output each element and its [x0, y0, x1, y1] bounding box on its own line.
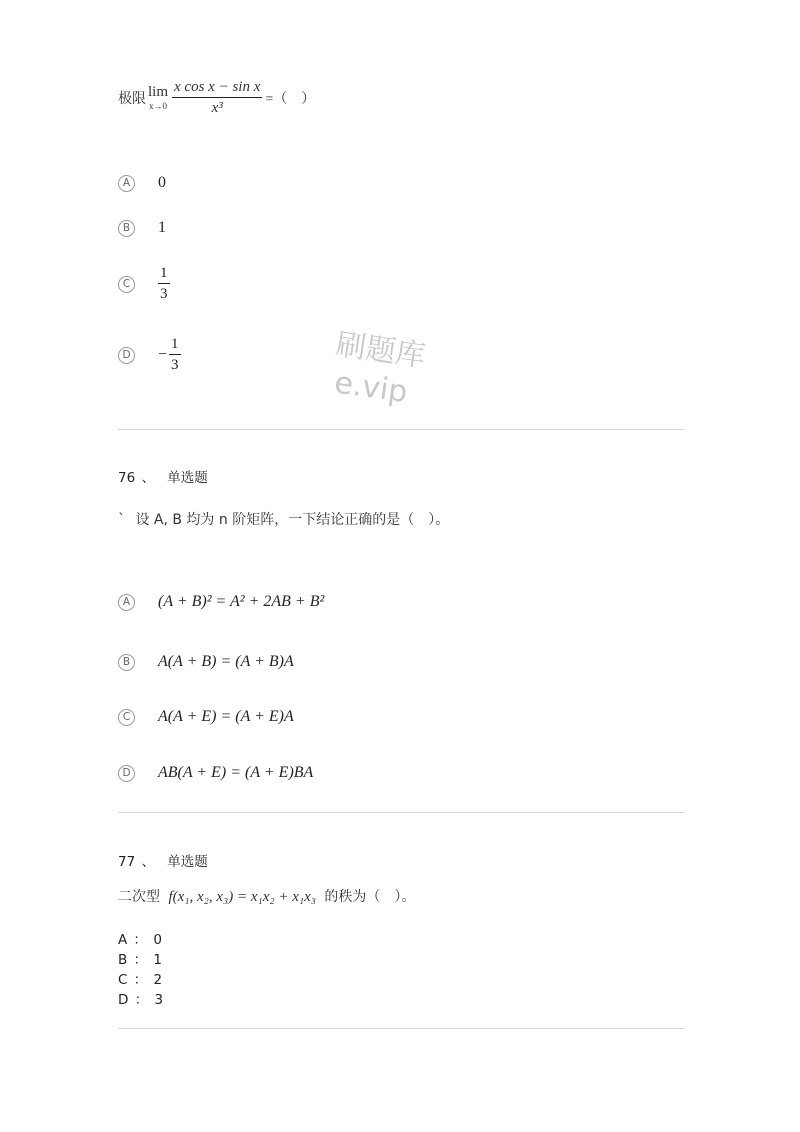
q76-stem-mark: ` — [118, 512, 125, 528]
q77-formula: f(x₁, x₂, x₃) = x₁x₂ + x₁x₃ — [168, 889, 316, 905]
divider — [118, 429, 685, 430]
watermark-line2: e.vip — [332, 364, 410, 410]
option-d-sign: − — [158, 346, 168, 363]
option-sep: ： — [133, 972, 148, 988]
q76-separator: 、 — [141, 470, 155, 486]
q76-option-a[interactable] — [118, 587, 324, 617]
q75-option-c[interactable] — [118, 266, 170, 302]
q75-option-a[interactable] — [118, 168, 166, 198]
option-value: 2 — [153, 972, 163, 988]
q76-type: 单选题 — [167, 470, 208, 486]
option-b-value: 1 — [158, 219, 166, 236]
watermark — [328, 326, 428, 413]
option-key: C — [118, 972, 128, 988]
option-b-radio[interactable]: B — [118, 654, 135, 671]
q75-fraction — [172, 80, 262, 116]
watermark-line1: 刷题库 — [333, 327, 428, 375]
q75-option-b[interactable] — [118, 213, 166, 243]
q77-type: 单选题 — [167, 854, 208, 870]
q75-lim — [148, 85, 168, 111]
q75-option-d[interactable] — [118, 337, 181, 373]
option-c-den: 3 — [160, 286, 168, 302]
option-sep: ： — [133, 952, 148, 968]
option-d-value — [158, 337, 181, 373]
q77-options — [118, 930, 163, 1010]
q75-lim-label: lim — [148, 84, 169, 100]
option-sep: ： — [133, 932, 148, 948]
option-key: A — [118, 932, 128, 948]
option-key: B — [118, 952, 128, 968]
divider — [118, 1028, 685, 1029]
q75-stem-suffix: =（ ） — [265, 92, 316, 107]
q76-title — [118, 466, 208, 486]
q77-option-c[interactable] — [118, 970, 163, 990]
option-value: 0 — [153, 932, 162, 948]
option-a-radio[interactable]: A — [118, 594, 135, 611]
option-c-radio[interactable]: C — [118, 276, 135, 293]
q76-option-c[interactable] — [118, 702, 294, 732]
option-a-value: 0 — [158, 174, 166, 191]
q77-option-d[interactable] — [118, 990, 163, 1010]
option-d-value: AB(A + E) = (A + E)BA — [158, 764, 314, 781]
q76-option-d[interactable] — [118, 758, 313, 788]
q77-stem-suffix: 的秩为（ ）。 — [324, 889, 416, 905]
q77-number: 77 — [118, 854, 136, 870]
q77-stem-prefix: 二次型 — [118, 889, 160, 905]
q75-stem — [118, 80, 315, 116]
option-b-radio[interactable]: B — [118, 220, 135, 237]
option-c-value — [158, 266, 170, 302]
option-d-num: 1 — [171, 336, 179, 352]
q77-separator: 、 — [141, 854, 155, 870]
option-c-num: 1 — [160, 265, 168, 281]
q75-numerator: x cos x − sin x — [174, 79, 261, 95]
q77-title — [118, 850, 208, 870]
option-value: 3 — [154, 992, 164, 1008]
q75-stem-prefix: 极限 — [118, 92, 146, 107]
option-d-radio[interactable]: D — [118, 765, 135, 782]
q75-lim-sub: x→0 — [149, 101, 167, 111]
q75-denominator: x³ — [211, 100, 223, 116]
option-c-value: A(A + E) = (A + E)A — [158, 708, 294, 725]
q76-stem-text: 设 A, B 均为 n 阶矩阵，一下结论正确的是（ ）。 — [135, 512, 450, 528]
option-sep: ： — [134, 992, 149, 1008]
q77-option-b[interactable] — [118, 950, 163, 970]
q76-number: 76 — [118, 470, 136, 486]
divider — [118, 812, 685, 813]
option-a-value: (A + B)² = A² + 2AB + B² — [158, 593, 325, 610]
option-a-radio[interactable]: A — [118, 175, 135, 192]
q77-option-a[interactable] — [118, 930, 163, 950]
option-d-den: 3 — [171, 357, 179, 373]
option-key: D — [118, 992, 129, 1008]
option-c-radio[interactable]: C — [118, 709, 135, 726]
option-value: 1 — [153, 952, 162, 968]
option-b-value: A(A + B) = (A + B)A — [158, 653, 294, 670]
q76-option-b[interactable] — [118, 647, 294, 677]
q76-stem — [118, 509, 449, 529]
option-d-radio[interactable]: D — [118, 347, 135, 364]
q77-stem — [118, 886, 415, 906]
